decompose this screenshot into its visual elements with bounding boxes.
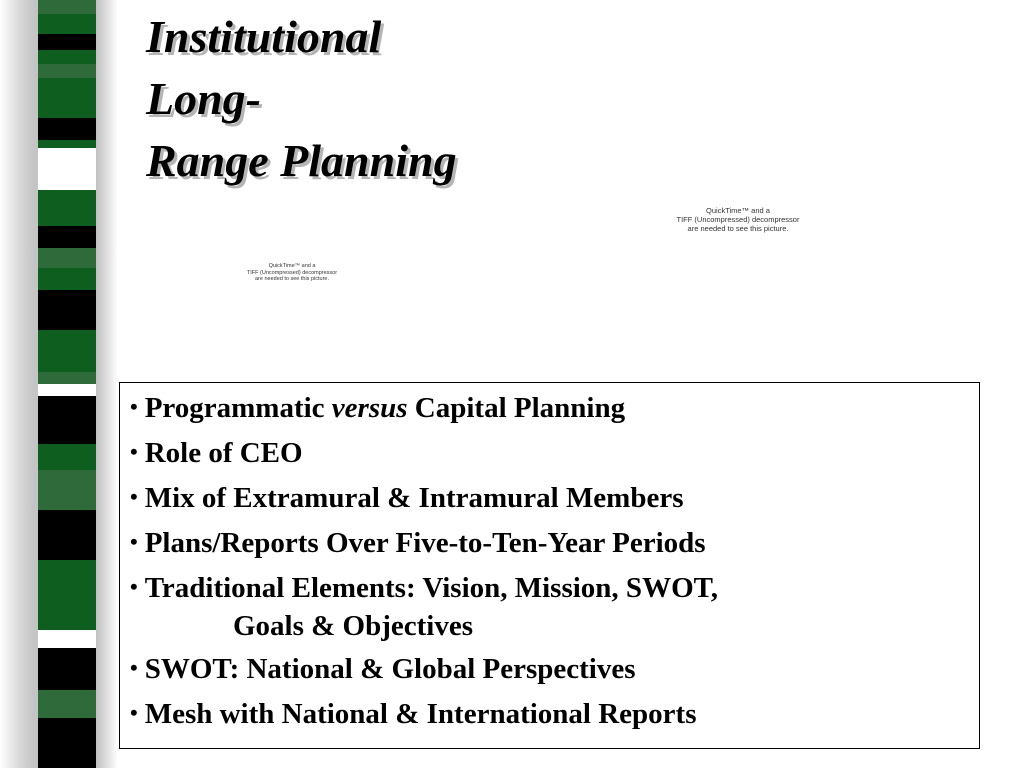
- strip-band: [38, 248, 96, 268]
- slide-title: [146, 6, 457, 192]
- bullet-text: Programmatic: [144, 392, 332, 424]
- bullet-text: Mix of Extramural & Intramural Members: [144, 482, 684, 514]
- strip-band: [38, 690, 96, 718]
- bullet-marker: •: [130, 529, 138, 554]
- strip-band: [38, 372, 96, 384]
- title-line: Long-: [146, 73, 261, 124]
- strip-band: [38, 590, 96, 630]
- strip-band: [38, 384, 96, 396]
- title-line: Range Planning: [146, 135, 457, 186]
- bullet-item: [130, 480, 684, 518]
- placeholder-line: QuickTime™ and a: [706, 206, 770, 215]
- strip-band: [38, 470, 96, 510]
- placeholder-line: TIFF (Uncompressed) decompressor: [676, 215, 800, 224]
- bullet-text: Plans/Reports Over Five-to-Ten-Year Periods: [144, 527, 706, 559]
- strip-band: [38, 140, 96, 148]
- bullet-text: Capital Planning: [407, 392, 626, 424]
- strip-band: [38, 330, 96, 372]
- bullet-list-box: [119, 382, 980, 749]
- placeholder-line: are needed to see this picture.: [255, 276, 329, 282]
- strip-band: [38, 0, 96, 14]
- placeholder-line: TIFF (Uncompressed) decompressor: [246, 269, 338, 276]
- strip-band: [38, 396, 96, 444]
- bullet-marker: •: [130, 484, 138, 509]
- bullet-item: [130, 651, 636, 689]
- bullet-marker: •: [130, 574, 138, 599]
- bullet-text: Role of CEO: [144, 437, 303, 469]
- strip-band: [38, 290, 96, 330]
- quicktime-placeholder: [660, 206, 816, 233]
- quicktime-placeholder: [232, 263, 352, 283]
- bullet-item: [130, 570, 718, 644]
- bullet-marker: •: [130, 394, 138, 419]
- strip-band: [38, 64, 96, 78]
- strip-band: [38, 148, 96, 190]
- bullet-item: [130, 435, 303, 473]
- bullet-item: [130, 525, 706, 563]
- strip-band: [38, 560, 96, 590]
- bullet-marker: •: [130, 439, 138, 464]
- strip-band: [38, 190, 96, 226]
- bullet-marker: •: [130, 700, 138, 725]
- bullet-text: SWOT: National & Global Perspectives: [144, 653, 636, 685]
- strip-band: [38, 226, 96, 248]
- strip-band: [38, 510, 96, 560]
- bullet-item: [130, 390, 625, 428]
- bullet-item: [130, 696, 697, 734]
- strip-band: [38, 630, 96, 648]
- strip-band: [38, 718, 96, 768]
- bullet-italic-text: versus: [331, 392, 408, 424]
- placeholder-line: QuickTime™ and a: [268, 263, 316, 269]
- bullet-text: Traditional Elements: Vision, Mission, SWOT,: [144, 572, 719, 604]
- placeholder-line: are needed to see this picture.: [687, 224, 789, 233]
- strip-band: [38, 50, 96, 64]
- bullet-continuation: Goals & Objectives: [233, 610, 474, 642]
- strip-band: [38, 78, 96, 118]
- strip-band: [38, 268, 96, 290]
- title-line: Institutional: [146, 11, 382, 62]
- decorative-side-strip: [0, 0, 118, 768]
- bullet-marker: •: [130, 655, 138, 680]
- bullet-text: Mesh with National & International Reports: [144, 698, 697, 730]
- strip-band: [38, 444, 96, 470]
- strip-band: [38, 14, 96, 34]
- strip-band: [38, 648, 96, 690]
- strip-band: [38, 118, 96, 140]
- strip-band: [38, 34, 96, 50]
